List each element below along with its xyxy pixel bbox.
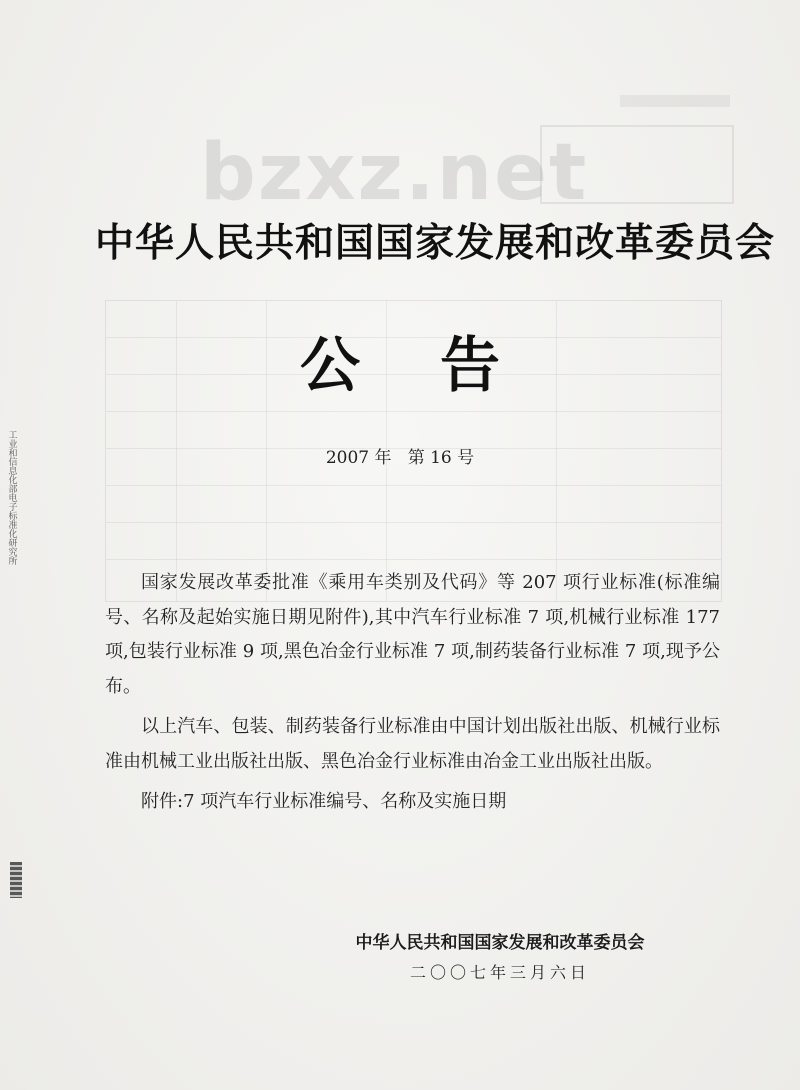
signing-date: 二〇〇七年三月六日	[409, 963, 590, 982]
paragraph-attachment: 附件:7 项汽车行业标准编号、名称及实施日期	[141, 791, 507, 812]
signatory: 中华人民共和国国家发展和改革委员会	[355, 933, 645, 953]
announcement-title: 公告	[300, 331, 580, 401]
bleed-through-reference	[620, 95, 730, 107]
paragraph-publishers: 以上汽车、包装、制药装备行业标准由中国计划出版社出版、机械行业标准由机械工业出版社出版、黑色冶金行业标准由冶金工业出版社出版。	[105, 716, 720, 772]
watermark: bzxz.net	[200, 128, 589, 218]
binding-mark	[10, 862, 22, 898]
announcement-body	[105, 566, 720, 820]
issue-number: 2007 年 第 16 号	[325, 448, 475, 468]
binding-side-text	[4, 405, 20, 590]
paragraph-approval: 国家发展改革委批准《乘用车类别及代码》等 207 项行业标准(标准编号、名称及起始实施日期见附件),其中汽车行业标准 7 项,机械行业标准 177 项,包装行业标准 9 项,黑色冶金行业标准 7 项,制药装备行业标准 7 项,现予公布。	[105, 572, 720, 697]
issuer-heading: 中华人民共和国国家发展和改革委员会	[95, 221, 776, 266]
side-text: 工业和信息化部电子标准化研究所	[6, 430, 17, 565]
